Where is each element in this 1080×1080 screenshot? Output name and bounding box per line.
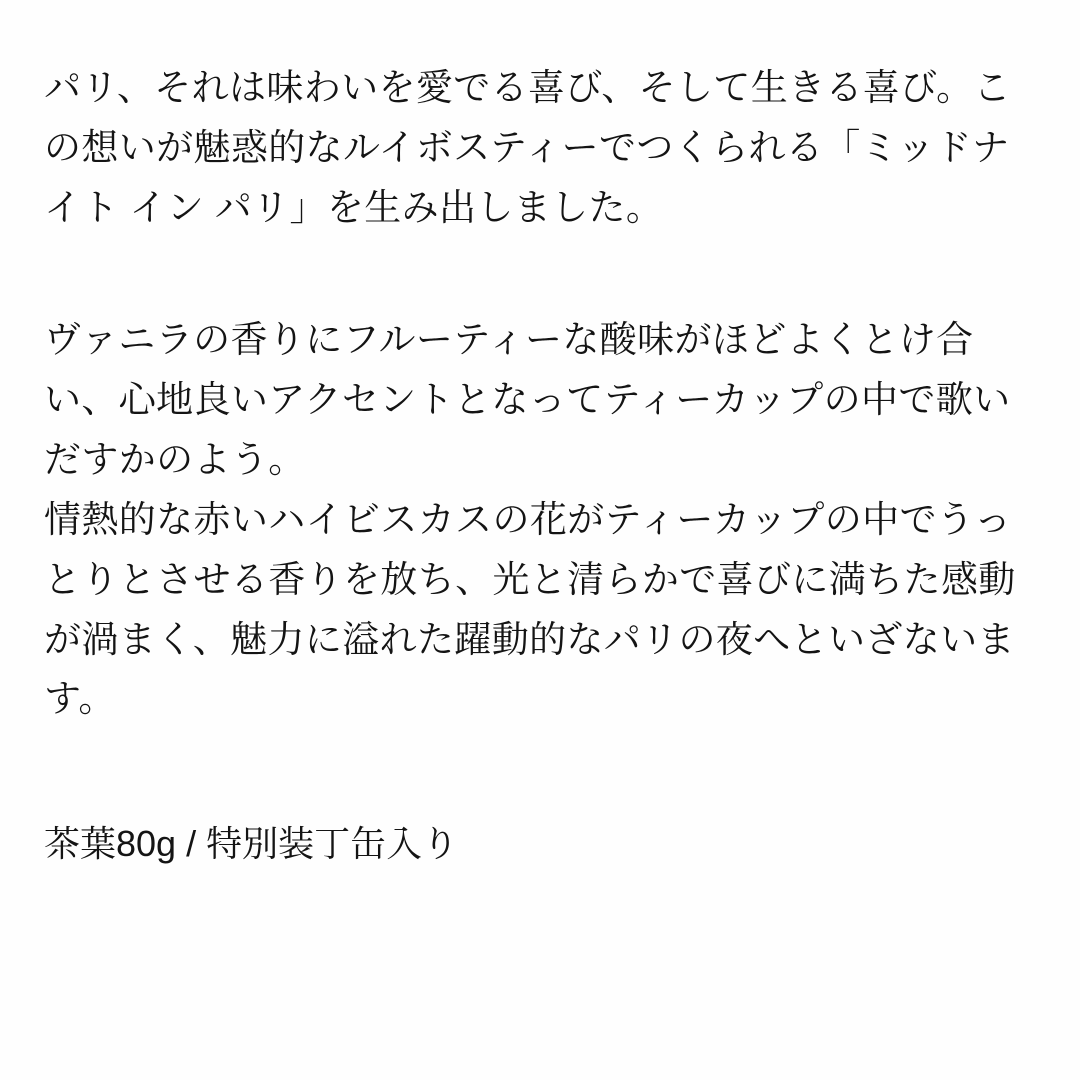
paragraph-hibiscus-notes: 情熱的な赤いハイビスカスの花がティーカップの中でうっとりとさせる香りを放ち、光と清らかで喜びに満ちた感動が渦まく、魅力に溢れた躍動的なパリの夜へといざないます。 — [44, 498, 1016, 720]
spec-spacer — [44, 729, 1024, 817]
paragraph-flavor-notes: ヴァニラの香りにフルーティーな酸味がほどよくとけ合い、心地良いアクセントとなってティーカップの中で歌いだすかのよう。 — [44, 318, 1011, 480]
bottom-whitespace — [44, 871, 1024, 1040]
paragraph-spacer — [44, 238, 1024, 310]
paragraph-intro: パリ、それは味わいを愛でる喜び、そして生きる喜び。この想いが魅惑的なルイボスティーでつくられる「ミッドナイト イン パリ」を生み出しました。 — [44, 67, 1011, 228]
description-body — [44, 58, 1024, 729]
product-spec-line: 茶葉80g / 特別装丁缶入り — [44, 823, 459, 865]
